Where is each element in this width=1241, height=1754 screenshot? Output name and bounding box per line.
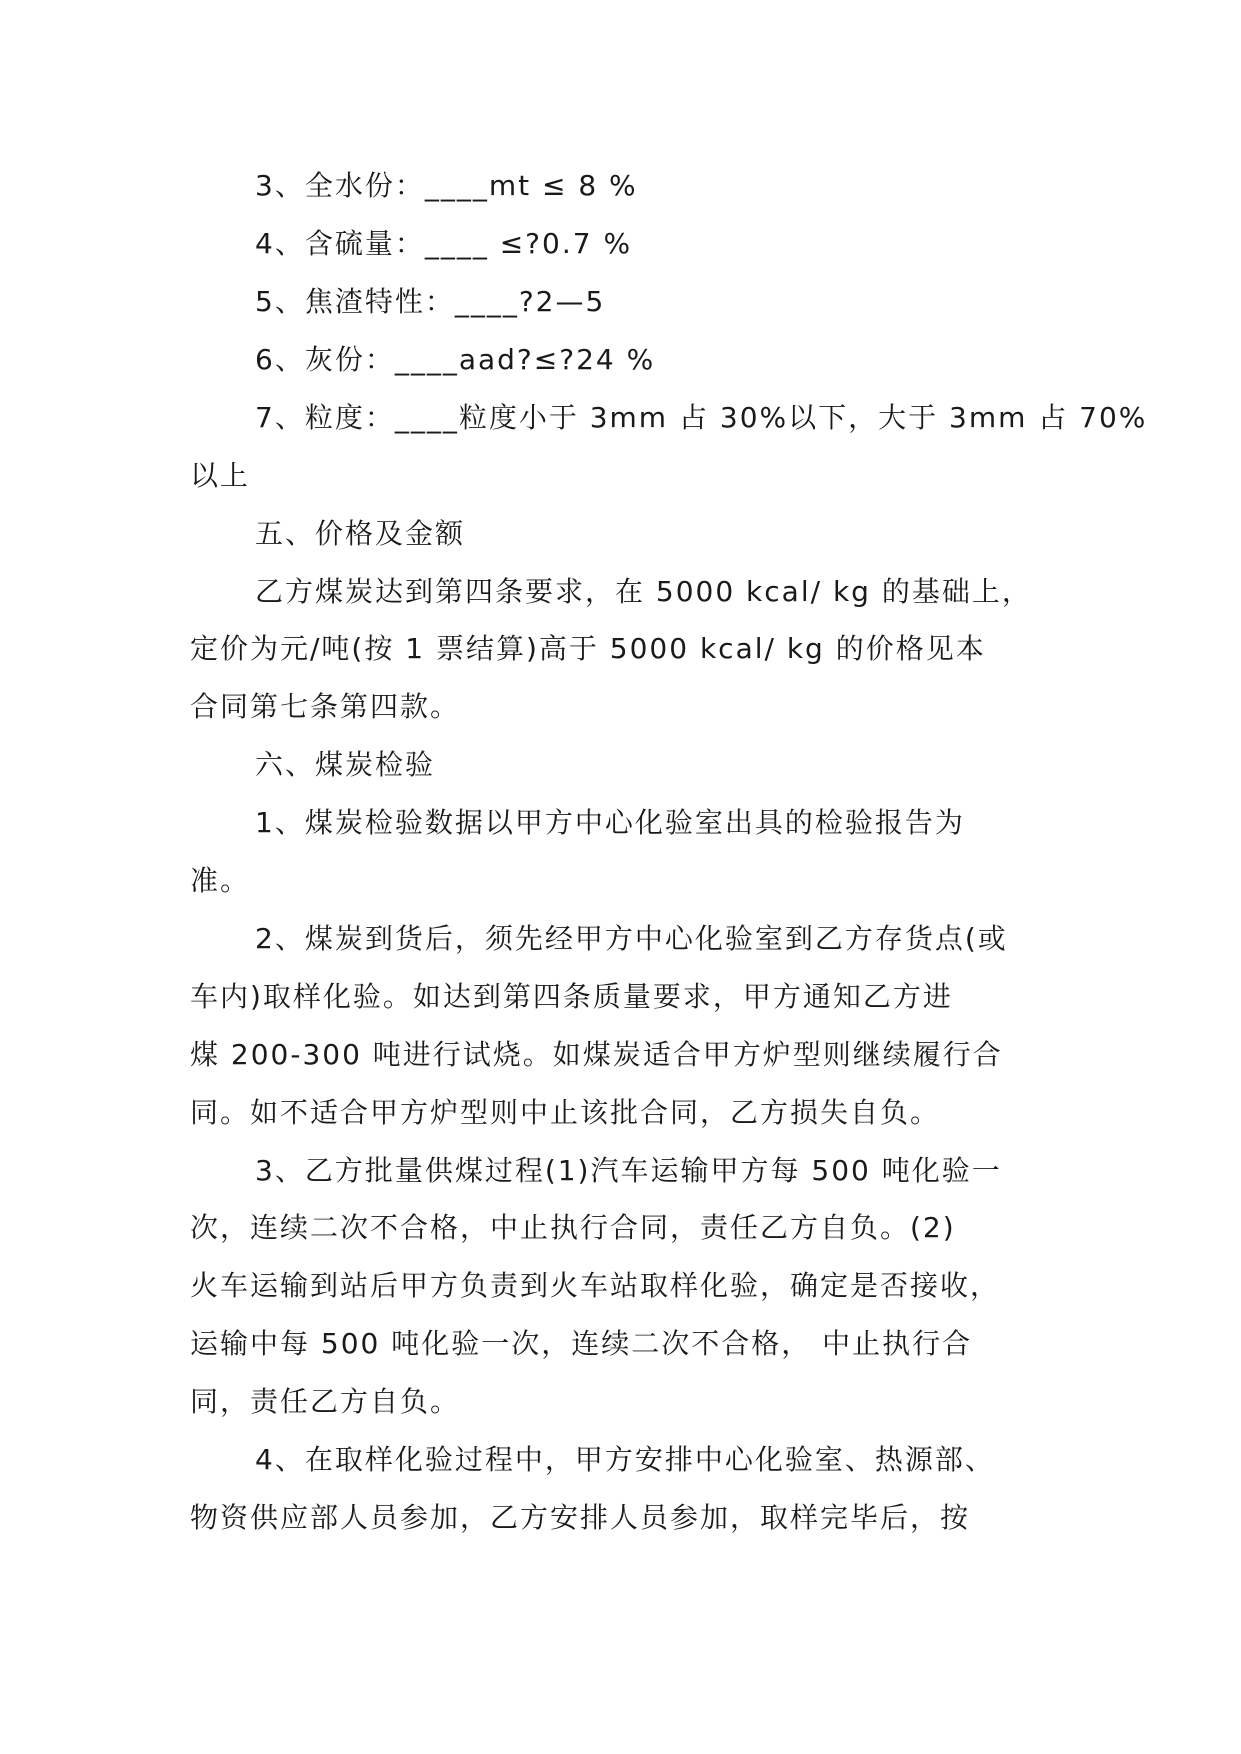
text-line-water-content: 3、全水份：____mt ≤ 8 % bbox=[255, 169, 638, 202]
text-line: 煤 200-300 吨进行试烧。如煤炭适合甲方炉型则继续履行合 bbox=[190, 1038, 1003, 1071]
text-line: 3、乙方批量供煤过程(1)汽车运输甲方每 500 吨化验一 bbox=[255, 1154, 1002, 1187]
text-line: 1、煤炭检验数据以甲方中心化验室出具的检验报告为 bbox=[255, 806, 965, 839]
section-heading-inspection: 六、煤炭检验 bbox=[255, 748, 436, 781]
text-line: 合同第七条第四款。 bbox=[190, 690, 461, 723]
text-line: 车内)取样化验。如达到第四条质量要求，甲方通知乙方进 bbox=[190, 980, 953, 1013]
text-line: 准。 bbox=[190, 864, 251, 897]
text-line-coke-residue: 5、焦渣特性：____?2—5 bbox=[255, 285, 606, 318]
text-line: 4、在取样化验过程中，甲方安排中心化验室、热源部、 bbox=[255, 1443, 995, 1476]
text-line-ash-content: 6、灰份：____aad?≤?24 % bbox=[255, 343, 656, 376]
text-line-granularity: 7、粒度：____粒度小于 3mm 占 30%以下，大于 3mm 占 70% bbox=[255, 401, 1148, 434]
text-line: 火车运输到站后甲方负责到火车站取样化验，确定是否接收， bbox=[190, 1269, 1001, 1302]
text-line: 以上 bbox=[190, 459, 251, 492]
text-line: 运输中每 500 吨化验一次，连续二次不合格， 中止执行合 bbox=[190, 1327, 973, 1360]
text-line: 同。如不适合甲方炉型则中止该批合同，乙方损失自负。 bbox=[190, 1096, 941, 1129]
section-heading-price: 五、价格及金额 bbox=[255, 517, 466, 550]
text-line: 次，连续二次不合格，中止执行合同，责任乙方自负。(2) bbox=[190, 1211, 956, 1244]
text-line: 乙方煤炭达到第四条要求，在 5000 kcal/ kg 的基础上， bbox=[255, 575, 1032, 608]
text-line: 定价为元/吨(按 1 票结算)高于 5000 kcal/ kg 的价格见本 bbox=[190, 632, 986, 665]
text-line-sulfur-content: 4、含硫量：____ ≤?0.7 % bbox=[255, 227, 633, 260]
text-line: 2、煤炭到货后，须先经甲方中心化验室到乙方存货点(或 bbox=[255, 922, 1008, 955]
text-line: 物资供应部人员参加，乙方安排人员参加，取样完毕后，按 bbox=[190, 1501, 971, 1534]
text-line: 同，责任乙方自负。 bbox=[190, 1385, 461, 1418]
